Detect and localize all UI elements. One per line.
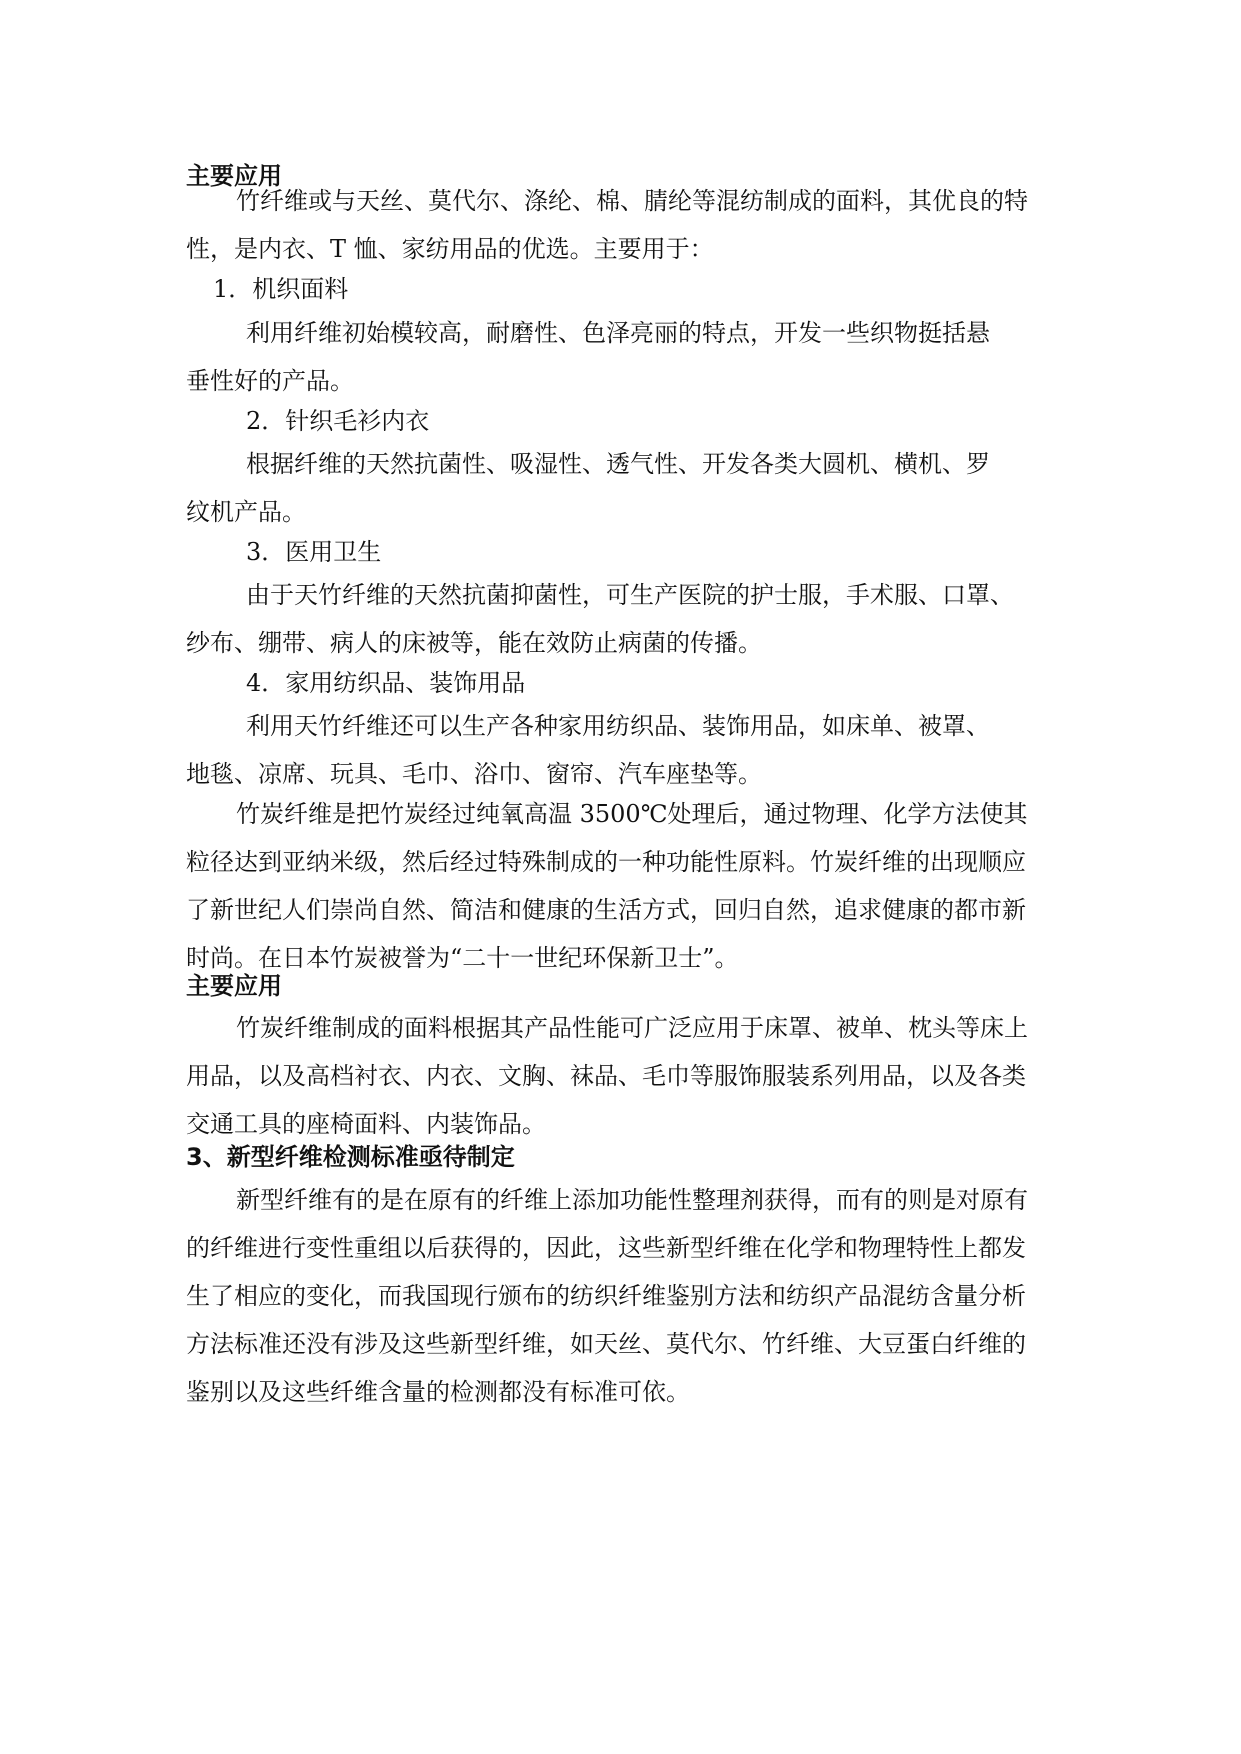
paragraph-line: 垂性好的产品。 (186, 367, 354, 395)
paragraph-line: 利用纤维初始模较高，耐磨性、色泽亮丽的特点，开发一些织物挺括悬 (246, 319, 990, 347)
paragraph-bamboo-charcoal-fiber (186, 790, 1056, 982)
paragraph-bamboo-fiber-intro (186, 177, 1056, 273)
paragraph-home-textiles (186, 702, 1056, 798)
list-item-title-text: 3．医用卫生 (246, 538, 382, 566)
section-heading-main-application-2 (186, 962, 1056, 1010)
paragraph-line: 竹纤维或与天丝、莫代尔、涤纶、棉、腈纶等混纺制成的面料，其优良的特 (236, 187, 1028, 215)
heading-text: 主要应用 (186, 162, 282, 190)
paragraph-line: 交通工具的座椅面料、内装饰品。 (186, 1110, 546, 1138)
paragraph-line: 的纤维进行变性重组以后获得的，因此，这些新型纤维在化学和物理特性上都发 (186, 1234, 1026, 1262)
paragraph-line: 生了相应的变化，而我国现行颁布的纺织纤维鉴别方法和纺织产品混纺含量分析 (186, 1282, 1026, 1310)
paragraph-line: 方法标准还没有涉及这些新型纤维，如天丝、莫代尔、竹纤维、大豆蛋白纤维的 (186, 1330, 1026, 1358)
list-item-title-text: 4．家用纺织品、装饰用品 (246, 669, 526, 697)
paragraph-line: 用品，以及高档衬衣、内衣、文胸、袜品、毛巾等服饰服装系列用品，以及各类 (186, 1062, 1026, 1090)
paragraph-line: 新型纤维有的是在原有的纤维上添加功能性整理剂获得，而有的则是对原有 (236, 1186, 1028, 1214)
paragraph-woven-fabric (186, 309, 1056, 405)
heading-text: 主要应用 (186, 972, 282, 1000)
list-item-title-text: 2．针织毛衫内衣 (246, 407, 430, 435)
heading-text: 3、新型纤维检测标准亟待制定 (186, 1143, 515, 1171)
paragraph-line: 性，是内衣、T 恤、家纺用品的优选。主要用于： (186, 235, 714, 263)
list-item-title-home-textiles (246, 659, 525, 707)
paragraph-charcoal-applications (186, 1004, 1056, 1148)
list-item-title-medical (246, 528, 381, 576)
paragraph-line: 时尚。在日本竹炭被誉为“二十一世纪环保新卫士”。 (186, 944, 739, 972)
paragraph-line: 粒径达到亚纳米级，然后经过特殊制成的一种功能性原料。竹炭纤维的出现顺应 (186, 848, 1026, 876)
paragraph-line: 地毯、凉席、玩具、毛巾、浴巾、窗帘、汽车座垫等。 (186, 760, 762, 788)
list-item-title-text: 1．机织面料 (213, 275, 349, 303)
paragraph-medical (186, 571, 1056, 667)
paragraph-line: 由于天竹纤维的天然抗菌抑菌性，可生产医院的护士服，手术服、口罩、 (246, 581, 1014, 609)
paragraph-line: 纱布、绷带、病人的床被等，能在效防止病菌的传播。 (186, 629, 762, 657)
paragraph-line: 纹机产品。 (186, 498, 306, 526)
section-heading-testing-standards (186, 1133, 1056, 1181)
paragraph-line: 利用天竹纤维还可以生产各种家用纺织品、装饰用品，如床单、被罩、 (246, 712, 990, 740)
paragraph-line: 根据纤维的天然抗菌性、吸湿性、透气性、开发各类大圆机、横机、罗 (246, 450, 990, 478)
paragraph-testing-standards (186, 1176, 1056, 1416)
paragraph-line: 竹炭纤维是把竹炭经过纯氧高温 3500℃处理后，通过物理、化学方法使其 (236, 800, 1028, 828)
paragraph-line: 鉴别以及这些纤维含量的检测都没有标准可依。 (186, 1378, 690, 1406)
list-item-title-knitwear (246, 397, 429, 445)
paragraph-line: 了新世纪人们崇尚自然、简洁和健康的生活方式，回归自然，追求健康的都市新 (186, 896, 1026, 924)
paragraph-knitwear (186, 440, 1056, 536)
paragraph-line: 竹炭纤维制成的面料根据其产品性能可广泛应用于床罩、被单、枕头等床上 (236, 1014, 1028, 1042)
list-item-title-woven-fabric (213, 265, 348, 313)
